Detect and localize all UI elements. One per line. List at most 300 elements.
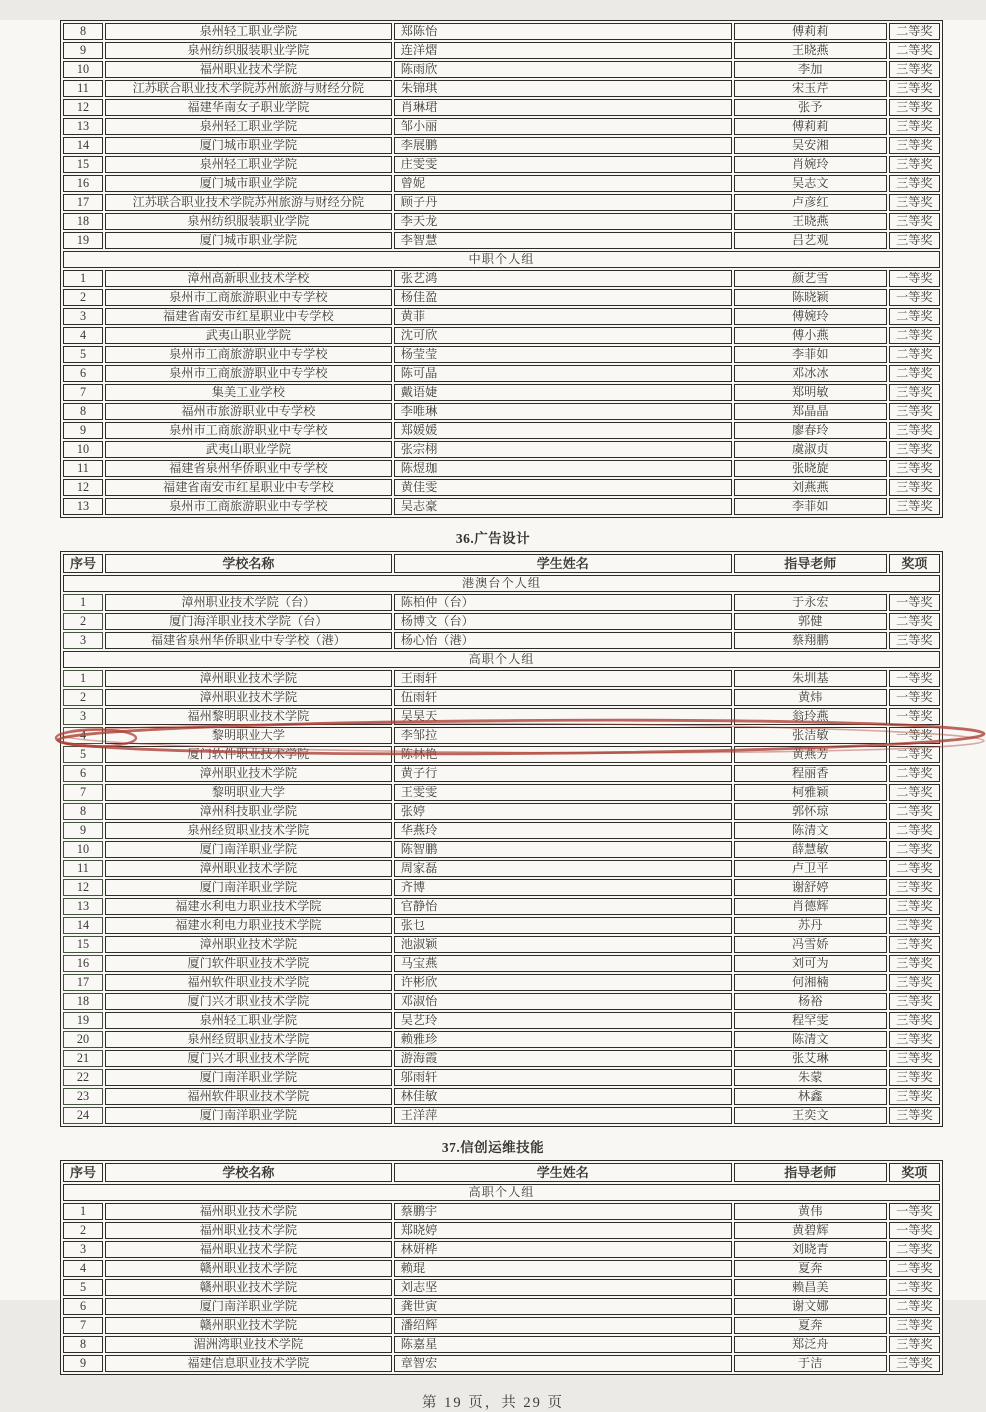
cell-award: 一等奖 <box>889 270 940 287</box>
cell-teacher: 张予 <box>734 99 887 116</box>
table-row <box>63 974 940 991</box>
cell-index: 2 <box>63 1222 103 1239</box>
group-label: 港澳台个人组 <box>63 575 940 592</box>
table-row <box>63 1260 940 1277</box>
cell-teacher: 郑明敏 <box>734 384 887 401</box>
cell-award: 三等奖 <box>889 1317 940 1334</box>
cell-teacher: 李菲如 <box>734 346 887 363</box>
cell-school: 厦门南洋职业学院 <box>105 1107 392 1124</box>
cell-school: 福州职业技术学院 <box>105 1222 392 1239</box>
cell-teacher: 张艾琳 <box>734 1050 887 1067</box>
cell-award: 三等奖 <box>889 1088 940 1105</box>
cell-student: 杨莹莹 <box>394 346 732 363</box>
cell-student: 戴语婕 <box>394 384 732 401</box>
cell-student: 黄菲 <box>394 308 732 325</box>
cell-school: 厦门海洋职业技术学院（台） <box>105 613 392 630</box>
cell-student: 赖琨 <box>394 1260 732 1277</box>
cell-student: 郑媛媛 <box>394 422 732 439</box>
cell-award: 二等奖 <box>889 613 940 630</box>
cell-index: 7 <box>63 384 103 401</box>
cell-teacher: 颜艺雪 <box>734 270 887 287</box>
cell-teacher: 陈晓颖 <box>734 289 887 306</box>
column-header-student: 学生姓名 <box>394 1163 732 1182</box>
document-page <box>0 20 986 1411</box>
cell-index: 21 <box>63 1050 103 1067</box>
section-37-title: 37.信创运维技能 <box>441 1140 545 1155</box>
group-header-row <box>63 651 940 668</box>
cell-student: 伍雨轩 <box>394 689 732 706</box>
cell-school: 厦门南洋职业学院 <box>105 1298 392 1315</box>
column-header-school: 学校名称 <box>105 554 392 573</box>
cell-index: 23 <box>63 1088 103 1105</box>
cell-student: 陈林艳 <box>394 746 732 763</box>
cell-student: 吴志豪 <box>394 498 732 515</box>
table-row <box>63 232 940 249</box>
cell-school: 漳州科技职业学院 <box>105 803 392 820</box>
cell-student: 朱锦琪 <box>394 80 732 97</box>
cell-index: 10 <box>63 61 103 78</box>
cell-award: 三等奖 <box>889 974 940 991</box>
cell-school: 泉州市工商旅游职业中专学校 <box>105 422 392 439</box>
cell-award: 三等奖 <box>889 1336 940 1353</box>
cell-student: 吴昊天 <box>394 708 732 725</box>
cell-index: 19 <box>63 232 103 249</box>
cell-teacher: 陈清文 <box>734 1031 887 1048</box>
table-row <box>63 613 940 630</box>
table-row <box>63 460 940 477</box>
cell-index: 18 <box>63 993 103 1010</box>
table-row <box>63 99 940 116</box>
cell-student: 郑晓婷 <box>394 1222 732 1239</box>
table-row <box>63 80 940 97</box>
cell-school: 武夷山职业学院 <box>105 441 392 458</box>
column-header-award: 奖项 <box>889 554 940 573</box>
cell-award: 三等奖 <box>889 1012 940 1029</box>
cell-teacher: 林鑫 <box>734 1088 887 1105</box>
section-37-table-frame <box>60 1160 943 1375</box>
table-row <box>63 479 940 496</box>
column-header-row <box>63 554 940 573</box>
cell-teacher: 冯雪娇 <box>734 936 887 953</box>
cell-award: 三等奖 <box>889 955 940 972</box>
cell-student: 曾妮 <box>394 175 732 192</box>
cell-index: 1 <box>63 594 103 611</box>
cell-school: 福州职业技术学院 <box>105 61 392 78</box>
cell-school: 江苏联合职业技术学院苏州旅游与财经分院 <box>105 194 392 211</box>
cell-student: 庄雯雯 <box>394 156 732 173</box>
cell-award: 三等奖 <box>889 80 940 97</box>
cell-student: 华燕玲 <box>394 822 732 839</box>
cell-award: 三等奖 <box>889 232 940 249</box>
cell-school: 泉州经贸职业技术学院 <box>105 822 392 839</box>
cell-school: 厦门兴才职业技术学院 <box>105 993 392 1010</box>
cell-student: 刘志坚 <box>394 1279 732 1296</box>
cell-award: 二等奖 <box>889 308 940 325</box>
cell-award: 三等奖 <box>889 993 940 1010</box>
cell-school: 福建省南安市红星职业中专学校 <box>105 479 392 496</box>
cell-index: 3 <box>63 708 103 725</box>
table-row <box>63 784 940 801</box>
column-header-school: 学校名称 <box>105 1163 392 1182</box>
cell-teacher: 吕艺观 <box>734 232 887 249</box>
cell-school: 福州软件职业技术学院 <box>105 1088 392 1105</box>
cell-index: 1 <box>63 1203 103 1220</box>
cell-student: 李天龙 <box>394 213 732 230</box>
table-row <box>63 746 940 763</box>
cell-student: 林佳敏 <box>394 1088 732 1105</box>
cell-teacher: 邓冰冰 <box>734 365 887 382</box>
cell-award: 二等奖 <box>889 841 940 858</box>
cell-award: 三等奖 <box>889 137 940 154</box>
cell-student: 马宝燕 <box>394 955 732 972</box>
cell-teacher: 翁玲燕 <box>734 708 887 725</box>
cell-school: 泉州轻工职业学院 <box>105 23 392 40</box>
column-header-row <box>63 1163 940 1182</box>
cell-index: 4 <box>63 327 103 344</box>
table-row <box>63 860 940 877</box>
cell-student: 赖雅珍 <box>394 1031 732 1048</box>
table-row <box>63 917 940 934</box>
cell-award: 三等奖 <box>889 1355 940 1372</box>
table-row <box>63 1355 940 1372</box>
cell-student: 黄佳雯 <box>394 479 732 496</box>
cell-student: 陈嘉星 <box>394 1336 732 1353</box>
table-row <box>63 1012 940 1029</box>
column-header-award: 奖项 <box>889 1163 940 1182</box>
table-row <box>63 1336 940 1353</box>
cell-student: 邓淑怡 <box>394 993 732 1010</box>
table-row <box>63 936 940 953</box>
table-row <box>63 118 940 135</box>
cell-index: 1 <box>63 670 103 687</box>
table-row <box>63 1317 940 1334</box>
cell-school: 漳州高新职业技术学校 <box>105 270 392 287</box>
cell-school: 福州黎明职业技术学院 <box>105 708 392 725</box>
table-row <box>63 403 940 420</box>
cell-award: 一等奖 <box>889 1222 940 1239</box>
cell-student: 郑陈怡 <box>394 23 732 40</box>
cell-student: 李唯琳 <box>394 403 732 420</box>
cell-index: 13 <box>63 898 103 915</box>
cell-index: 10 <box>63 841 103 858</box>
cell-award: 三等奖 <box>889 936 940 953</box>
cell-award: 三等奖 <box>889 1107 940 1124</box>
cell-award: 三等奖 <box>889 422 940 439</box>
cell-award: 三等奖 <box>889 213 940 230</box>
cell-index: 17 <box>63 974 103 991</box>
cell-student: 章智宏 <box>394 1355 732 1372</box>
cell-index: 22 <box>63 1069 103 1086</box>
group-header-row <box>63 1184 940 1201</box>
cell-teacher: 杨裕 <box>734 993 887 1010</box>
cell-award: 二等奖 <box>889 1298 940 1315</box>
cell-teacher: 刘晓青 <box>734 1241 887 1258</box>
group-label: 中职个人组 <box>63 251 940 268</box>
cell-school: 江苏联合职业技术学院苏州旅游与财经分院 <box>105 80 392 97</box>
table-row <box>63 841 940 858</box>
cell-award: 二等奖 <box>889 822 940 839</box>
cell-school: 厦门南洋职业学院 <box>105 879 392 896</box>
cell-student: 林妍桦 <box>394 1241 732 1258</box>
cell-teacher: 夏奔 <box>734 1260 887 1277</box>
cell-index: 6 <box>63 365 103 382</box>
cell-index: 12 <box>63 99 103 116</box>
cell-award: 二等奖 <box>889 42 940 59</box>
table-row <box>63 955 940 972</box>
cell-student: 邬雨轩 <box>394 1069 732 1086</box>
table-row <box>63 61 940 78</box>
cell-award: 三等奖 <box>889 1050 940 1067</box>
cell-index: 2 <box>63 613 103 630</box>
table-row <box>63 384 940 401</box>
table-row <box>63 289 940 306</box>
group-label: 高职个人组 <box>63 651 940 668</box>
cell-student: 杨佳盈 <box>394 289 732 306</box>
cell-school: 泉州纺织服装职业学院 <box>105 213 392 230</box>
table-row <box>63 175 940 192</box>
cell-teacher: 廖春玲 <box>734 422 887 439</box>
cell-index: 11 <box>63 460 103 477</box>
cell-school: 赣州职业技术学院 <box>105 1279 392 1296</box>
table-row <box>63 594 940 611</box>
cell-award: 三等奖 <box>889 441 940 458</box>
table-row <box>63 632 940 649</box>
cell-teacher: 卢彦红 <box>734 194 887 211</box>
cell-index: 15 <box>63 156 103 173</box>
cell-school: 厦门城市职业学院 <box>105 175 392 192</box>
cell-index: 20 <box>63 1031 103 1048</box>
cell-teacher: 何湘楠 <box>734 974 887 991</box>
cell-award: 二等奖 <box>889 860 940 877</box>
cell-school: 漳州职业技术学院 <box>105 765 392 782</box>
cell-index: 11 <box>63 80 103 97</box>
cell-student: 龚世寅 <box>394 1298 732 1315</box>
table-row <box>63 1222 940 1239</box>
cell-award: 一等奖 <box>889 727 940 744</box>
cell-index: 5 <box>63 1279 103 1296</box>
column-header-index: 序号 <box>63 1163 103 1182</box>
column-header-teacher: 指导老师 <box>734 554 887 573</box>
cell-award: 三等奖 <box>889 460 940 477</box>
table-row <box>63 498 940 515</box>
cell-award: 三等奖 <box>889 175 940 192</box>
cell-index: 9 <box>63 42 103 59</box>
cell-teacher: 薛慧敏 <box>734 841 887 858</box>
cell-teacher: 刘燕燕 <box>734 479 887 496</box>
cell-school: 福建水利电力职业技术学院 <box>105 917 392 934</box>
cell-index: 19 <box>63 1012 103 1029</box>
cell-teacher: 朱圳基 <box>734 670 887 687</box>
cell-index: 9 <box>63 422 103 439</box>
cell-teacher: 郭健 <box>734 613 887 630</box>
cell-index: 8 <box>63 403 103 420</box>
table-row <box>63 422 940 439</box>
cell-teacher: 肖德辉 <box>734 898 887 915</box>
cell-school: 泉州轻工职业学院 <box>105 118 392 135</box>
cell-award: 三等奖 <box>889 898 940 915</box>
table-row <box>63 803 940 820</box>
cell-student: 王雯雯 <box>394 784 732 801</box>
cell-school: 泉州市工商旅游职业中专学校 <box>105 289 392 306</box>
table-row <box>63 898 940 915</box>
cell-student: 周家磊 <box>394 860 732 877</box>
cell-school: 漳州职业技术学院（台） <box>105 594 392 611</box>
cell-teacher: 黄碧辉 <box>734 1222 887 1239</box>
table-row <box>63 441 940 458</box>
cell-teacher: 谢文娜 <box>734 1298 887 1315</box>
cell-award: 二等奖 <box>889 365 940 382</box>
cell-award: 一等奖 <box>889 289 940 306</box>
table-row <box>63 308 940 325</box>
cell-award: 三等奖 <box>889 403 940 420</box>
cell-award: 三等奖 <box>889 479 940 496</box>
cell-school: 福州职业技术学院 <box>105 1203 392 1220</box>
table-row <box>63 1088 940 1105</box>
table-row <box>63 42 940 59</box>
cell-student: 蔡鹏宇 <box>394 1203 732 1220</box>
column-header-student: 学生姓名 <box>394 554 732 573</box>
cell-school: 福州软件职业技术学院 <box>105 974 392 991</box>
table-row <box>63 727 940 744</box>
cell-index: 8 <box>63 803 103 820</box>
cell-student: 连洋熠 <box>394 42 732 59</box>
column-header-index: 序号 <box>63 554 103 573</box>
cell-school: 泉州纺织服装职业学院 <box>105 42 392 59</box>
cell-award: 三等奖 <box>889 194 940 211</box>
table-row <box>63 156 940 173</box>
cell-index: 14 <box>63 137 103 154</box>
cell-student: 杨心怡（港） <box>394 632 732 649</box>
cell-school: 赣州职业技术学院 <box>105 1260 392 1277</box>
cell-student: 李智慧 <box>394 232 732 249</box>
table-row <box>63 670 940 687</box>
table-row <box>63 1031 940 1048</box>
cell-teacher: 于永宏 <box>734 594 887 611</box>
cell-student: 沈可欣 <box>394 327 732 344</box>
table-row <box>63 23 940 40</box>
cell-student: 李展鹏 <box>394 137 732 154</box>
table-row <box>63 365 940 382</box>
page-number: 第 19 页，共 29 页 <box>422 1395 564 1411</box>
cell-school: 泉州市工商旅游职业中专学校 <box>105 498 392 515</box>
cell-school: 漳州职业技术学院 <box>105 936 392 953</box>
cell-award: 三等奖 <box>889 99 940 116</box>
cell-teacher: 王奕文 <box>734 1107 887 1124</box>
cell-teacher: 虞淑贞 <box>734 441 887 458</box>
cell-teacher: 吴志文 <box>734 175 887 192</box>
cell-teacher: 张洁敏 <box>734 727 887 744</box>
cell-teacher: 傅莉莉 <box>734 118 887 135</box>
cell-teacher: 朱蒙 <box>734 1069 887 1086</box>
cell-school: 漳州职业技术学院 <box>105 670 392 687</box>
cell-teacher: 郑泛舟 <box>734 1336 887 1353</box>
cell-index: 11 <box>63 860 103 877</box>
table-row <box>63 1203 940 1220</box>
table-row <box>63 194 940 211</box>
cell-award: 一等奖 <box>889 594 940 611</box>
cell-teacher: 蔡翔鹏 <box>734 632 887 649</box>
cell-student: 陈智鹏 <box>394 841 732 858</box>
cell-index: 5 <box>63 746 103 763</box>
table-row <box>63 765 940 782</box>
cell-award: 三等奖 <box>889 61 940 78</box>
cell-school: 福州市旅游职业中专学校 <box>105 403 392 420</box>
cell-index: 1 <box>63 270 103 287</box>
cell-school: 泉州市工商旅游职业中专学校 <box>105 365 392 382</box>
table-row <box>63 1241 940 1258</box>
cell-student: 王洋萍 <box>394 1107 732 1124</box>
column-header-teacher: 指导老师 <box>734 1163 887 1182</box>
cell-student: 张乜 <box>394 917 732 934</box>
cell-teacher: 黄伟 <box>734 1203 887 1220</box>
table-row <box>63 1298 940 1315</box>
cell-student: 邹小丽 <box>394 118 732 135</box>
cell-school: 湄洲湾职业技术学院 <box>105 1336 392 1353</box>
table-row <box>63 993 940 1010</box>
group-header-row <box>63 251 940 268</box>
cell-award: 三等奖 <box>889 1031 940 1048</box>
cell-school: 厦门南洋职业学院 <box>105 841 392 858</box>
cell-award: 二等奖 <box>889 784 940 801</box>
table-row <box>63 1107 940 1124</box>
cell-student: 李邹拉 <box>394 727 732 744</box>
cell-student: 官静怡 <box>394 898 732 915</box>
cell-student: 游海霞 <box>394 1050 732 1067</box>
cell-student: 齐博 <box>394 879 732 896</box>
cell-teacher: 黄燕芳 <box>734 746 887 763</box>
cell-school: 福建华南女子职业学院 <box>105 99 392 116</box>
cell-index: 7 <box>63 784 103 801</box>
cell-index: 9 <box>63 1355 103 1372</box>
cell-award: 二等奖 <box>889 746 940 763</box>
cell-student: 张宗栩 <box>394 441 732 458</box>
cell-index: 3 <box>63 632 103 649</box>
continuation-table-frame <box>60 20 943 518</box>
cell-award: 三等奖 <box>889 1069 940 1086</box>
cell-index: 8 <box>63 1336 103 1353</box>
cell-student: 杨博文（台） <box>394 613 732 630</box>
table-row <box>63 708 940 725</box>
cell-index: 4 <box>63 727 103 744</box>
cell-school: 泉州轻工职业学院 <box>105 1012 392 1029</box>
cell-school: 福建省泉州华侨职业中专学校 <box>105 460 392 477</box>
cell-school: 武夷山职业学院 <box>105 327 392 344</box>
cell-school: 泉州轻工职业学院 <box>105 156 392 173</box>
section-36-title: 36.广告设计 <box>455 531 531 546</box>
cell-school: 集美工业学校 <box>105 384 392 401</box>
cell-student: 张艺鸿 <box>394 270 732 287</box>
cell-index: 12 <box>63 479 103 496</box>
cell-student: 王雨轩 <box>394 670 732 687</box>
section-36-table-frame <box>60 551 943 1127</box>
cell-index: 6 <box>63 765 103 782</box>
cell-student: 肖琳珺 <box>394 99 732 116</box>
cell-index: 24 <box>63 1107 103 1124</box>
cell-teacher: 吴安湘 <box>734 137 887 154</box>
cell-school: 福州职业技术学院 <box>105 1241 392 1258</box>
cell-award: 三等奖 <box>889 498 940 515</box>
cell-school: 厦门南洋职业学院 <box>105 1069 392 1086</box>
group-header-row <box>63 575 940 592</box>
cell-student: 陈可晶 <box>394 365 732 382</box>
cell-teacher: 王晓燕 <box>734 213 887 230</box>
cell-index: 13 <box>63 498 103 515</box>
cell-student: 陈煜珈 <box>394 460 732 477</box>
table-row <box>63 1069 940 1086</box>
cell-teacher: 程罕雯 <box>734 1012 887 1029</box>
cell-award: 一等奖 <box>889 708 940 725</box>
cell-student: 陈雨欣 <box>394 61 732 78</box>
